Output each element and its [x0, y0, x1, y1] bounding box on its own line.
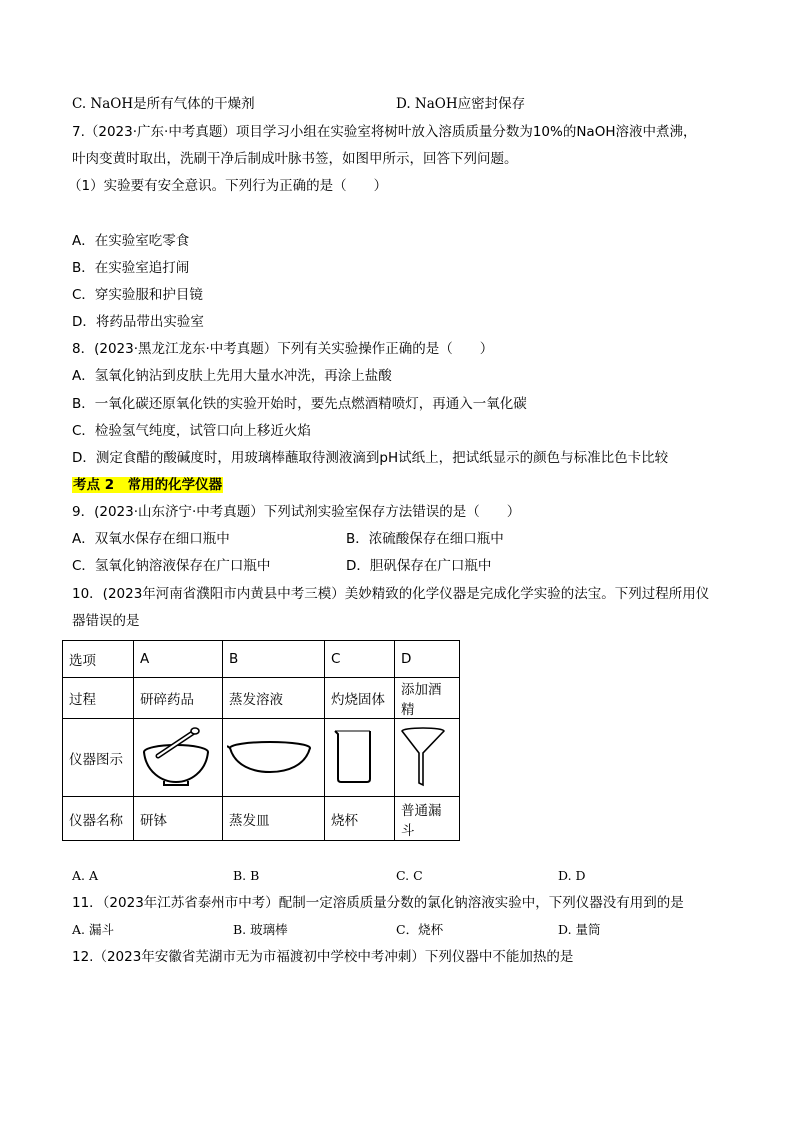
- table-cell: [325, 719, 395, 797]
- table-cell: 添加酒精: [395, 678, 460, 719]
- q7-option-d: D．将药品带出实验室: [72, 314, 204, 330]
- q9-option-c: C．氢氧化钠溶液保存在广口瓶中: [72, 558, 271, 574]
- q8-option-b: B．一氧化碳还原氧化铁的实验开始时，要先点燃酒精喷灯，再通入一氧化碳: [72, 396, 527, 412]
- q11-option-b: B. 玻璃棒: [233, 922, 288, 937]
- q10-answer-c: C. C: [396, 868, 423, 883]
- q9-stem: 9．(2023·山东济宁·中考真题）下列试剂实验室保存方法错误的是（ ）: [72, 504, 521, 520]
- q8-stem: 8．(2023·黑龙江龙东·中考真题）下列有关实验操作正确的是（ ）: [72, 341, 494, 357]
- q9-option-a: A．双氧水保存在细口瓶中: [72, 531, 230, 547]
- q7-option-c: C．穿实验服和护目镜: [72, 287, 203, 303]
- table-cell: 过程: [63, 678, 134, 719]
- q10-answer-d: D. D: [558, 868, 586, 883]
- q7-stem-line1: 7.（2023·广东·中考真题）项目学习小组在实验室将树叶放入溶质质量分数为10%的NaOH溶液中煮沸，: [72, 124, 697, 140]
- table-cell: 仪器名称: [63, 797, 134, 841]
- table-cell: 仪器图示: [63, 719, 134, 797]
- mortar-pestle-icon: [138, 724, 214, 788]
- instrument-table: [62, 640, 460, 841]
- q7-stem-line2: 叶肉变黄时取出，洗刷干净后制成叶脉书签，如图甲所示，回答下列问题。: [72, 151, 518, 167]
- table-cell: 蒸发皿: [223, 797, 325, 841]
- table-cell: A: [134, 641, 223, 678]
- q10-answer-a: A. A: [72, 868, 99, 883]
- table-cell: [395, 719, 460, 797]
- q6-option-d: D. NaOH应密封保存: [396, 96, 526, 112]
- table-cell: 普通漏斗: [395, 797, 460, 841]
- table-row-process: [63, 678, 460, 719]
- q7-option-a: A．在实验室吃零食: [72, 233, 190, 249]
- table-cell: 灼烧固体: [325, 678, 395, 719]
- q10-stem-line2: 器错误的是: [72, 613, 140, 629]
- table-cell: D: [395, 641, 460, 678]
- table-row-header: [63, 641, 460, 678]
- table-cell: [134, 719, 223, 797]
- table-cell: 选项: [63, 641, 134, 678]
- q7-sub-question: （1）实验要有安全意识。下列行为正确的是（ ）: [68, 178, 388, 194]
- table-cell: 研碎药品: [134, 678, 223, 719]
- section-heading: [72, 476, 223, 494]
- q10-answer-b: B. B: [233, 868, 260, 883]
- q11-option-c: C．烧杯: [396, 922, 444, 937]
- q11-option-a: A. 漏斗: [72, 922, 114, 937]
- q9-option-b: B．浓硫酸保存在细口瓶中: [346, 531, 504, 547]
- evaporating-dish-icon: [227, 736, 313, 776]
- table-cell: [223, 719, 325, 797]
- q7-option-b: B．在实验室追打闹: [72, 260, 190, 276]
- q9-option-d: D．胆矾保存在广口瓶中: [346, 558, 492, 574]
- q8-option-a: A．氢氧化钠沾到皮肤上先用大量水冲洗，再涂上盐酸: [72, 368, 392, 384]
- table-row-names: [63, 797, 460, 841]
- table-row-figure: [63, 719, 460, 797]
- q8-option-c: C．检验氢气纯度，试管口向上移近火焰: [72, 423, 311, 439]
- q12-stem: 12.（2023年安徽省芜湖市无为市福渡初中学校中考冲刺）下列仪器中不能加热的是: [72, 949, 574, 965]
- table-cell: 研钵: [134, 797, 223, 841]
- beaker-icon: [329, 727, 375, 785]
- table-cell: 烧杯: [325, 797, 395, 841]
- table-cell: B: [223, 641, 325, 678]
- table-cell: C: [325, 641, 395, 678]
- funnel-icon: [399, 725, 447, 787]
- section-title: 考点 2 常用的化学仪器: [73, 477, 223, 493]
- q6-option-c: C. NaOH是所有气体的干燥剂: [72, 96, 255, 112]
- table-cell: 蒸发溶液: [223, 678, 325, 719]
- q10-stem-line1: 10．(2023年河南省濮阳市内黄县中考三模）美妙精致的化学仪器是完成化学实验的法宝。下列过程所用仪: [72, 586, 710, 602]
- q11-stem: 11．（2023年江苏省泰州市中考）配制一定溶质质量分数的氯化钠溶液实验中，下列仪器没有用到的是: [72, 895, 684, 911]
- q8-option-d: D．测定食醋的酸碱度时，用玻璃棒蘸取待测液滴到pH试纸上，把试纸显示的颜色与标准比色卡比较: [72, 450, 669, 466]
- q11-option-d: D. 量筒: [558, 922, 601, 937]
